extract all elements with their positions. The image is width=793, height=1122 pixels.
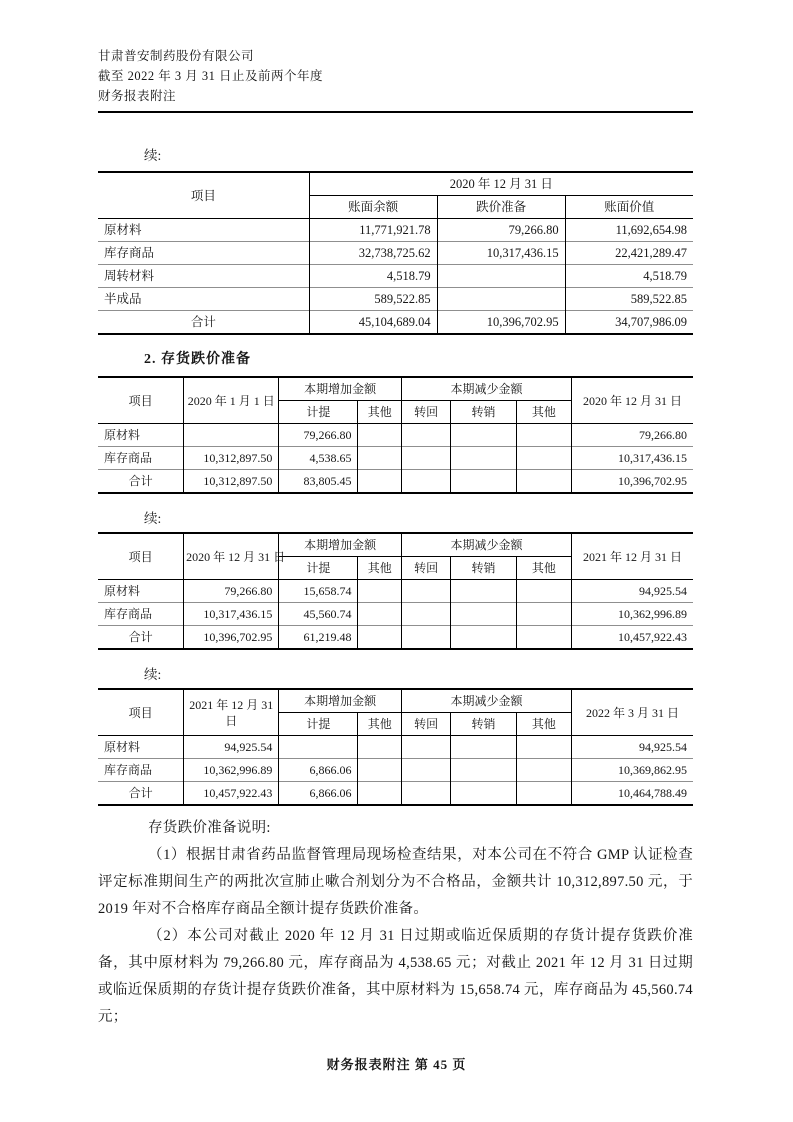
cell-value: 10,317,436.15 <box>572 447 693 470</box>
col-header-writeoff: 转销 <box>451 713 516 736</box>
table-row <box>98 447 693 470</box>
col-header-date: 2020 年 12 月 31 日 <box>309 172 693 196</box>
table-row <box>98 288 693 311</box>
cell-value: 11,692,654.98 <box>565 219 693 242</box>
row-label-total: 合计 <box>98 782 184 806</box>
row-label-total: 合计 <box>98 626 184 650</box>
row-label: 半成品 <box>98 288 309 311</box>
table-row <box>98 265 693 288</box>
table-header-row <box>98 689 693 713</box>
cell-value: 94,925.54 <box>184 736 279 759</box>
col-header-other-dec: 其他 <box>516 713 571 736</box>
col-header-balance: 账面余额 <box>309 196 437 219</box>
provision-table-2021 <box>98 532 693 650</box>
cell-value: 10,464,788.49 <box>572 782 693 806</box>
table-row <box>98 580 693 603</box>
continued-label-1: 续: <box>144 148 162 163</box>
cell-value: 589,522.85 <box>565 288 693 311</box>
cell-value <box>401 782 450 806</box>
col-header-increase: 本期增加金额 <box>279 533 402 557</box>
col-header-item: 项目 <box>128 705 153 720</box>
cell-value <box>516 424 571 447</box>
notes-intro: 存货跌价准备说明: <box>148 820 271 836</box>
table-total-row <box>98 782 693 806</box>
company-name: 甘肃普安制药股份有限公司 <box>98 49 255 63</box>
col-header-provision: 跌价准备 <box>437 196 565 219</box>
col-header-increase: 本期增加金额 <box>279 377 402 401</box>
cell-value: 10,317,436.15 <box>437 242 565 265</box>
provision-table-2020 <box>98 376 693 494</box>
cell-value <box>401 603 450 626</box>
cell-value <box>437 288 565 311</box>
cell-value <box>516 580 571 603</box>
col-header-opening: 2020 年 1 月 1 日 <box>184 377 279 424</box>
col-header-other-inc: 其他 <box>358 557 401 580</box>
page-header <box>98 46 693 113</box>
cell-value: 34,707,986.09 <box>565 311 693 335</box>
cell-value <box>451 759 516 782</box>
col-header-reversal: 转回 <box>401 557 450 580</box>
cell-value <box>184 424 279 447</box>
col-header-closing: 2022 年 3 月 31 日 <box>572 689 693 736</box>
row-label: 库存商品 <box>98 242 309 265</box>
row-label: 库存商品 <box>98 603 184 626</box>
cell-value <box>358 626 401 650</box>
cell-value: 10,369,862.95 <box>572 759 693 782</box>
cell-value: 4,518.79 <box>309 265 437 288</box>
table-row <box>98 736 693 759</box>
cell-value: 589,522.85 <box>309 288 437 311</box>
cell-value <box>451 447 516 470</box>
cell-value <box>401 736 450 759</box>
col-header-accrual: 计提 <box>279 557 358 580</box>
cell-value <box>358 447 401 470</box>
cell-value <box>451 603 516 626</box>
cell-value: 10,362,996.89 <box>572 603 693 626</box>
row-label-total: 合计 <box>98 470 184 494</box>
cell-value <box>401 470 450 494</box>
cell-value: 15,658.74 <box>279 580 358 603</box>
cell-value: 79,266.80 <box>437 219 565 242</box>
cell-value: 79,266.80 <box>184 580 279 603</box>
cell-value <box>516 447 571 470</box>
col-header-accrual: 计提 <box>279 713 358 736</box>
col-header-other-inc: 其他 <box>358 401 401 424</box>
inventory-table <box>98 171 693 335</box>
cell-value <box>358 470 401 494</box>
col-header-writeoff: 转销 <box>451 401 516 424</box>
table-header-row <box>98 533 693 557</box>
cell-value <box>451 470 516 494</box>
table-row <box>98 219 693 242</box>
cell-value: 10,317,436.15 <box>184 603 279 626</box>
cell-value <box>451 580 516 603</box>
table-row <box>98 424 693 447</box>
row-label: 原材料 <box>98 580 184 603</box>
cell-value: 79,266.80 <box>572 424 693 447</box>
col-header-decrease: 本期减少金额 <box>401 377 571 401</box>
col-header-accrual: 计提 <box>279 401 358 424</box>
col-header-writeoff: 转销 <box>451 557 516 580</box>
col-header-decrease: 本期减少金额 <box>401 689 571 713</box>
col-header-closing: 2020 年 12 月 31 日 <box>572 377 693 424</box>
table-total-row <box>98 470 693 494</box>
cell-value: 79,266.80 <box>279 424 358 447</box>
table-total-row <box>98 311 693 335</box>
col-header-decrease: 本期减少金额 <box>401 533 571 557</box>
table-total-row <box>98 626 693 650</box>
cell-value <box>451 626 516 650</box>
cell-value <box>401 759 450 782</box>
table-header-row <box>98 377 693 401</box>
doc-type-line: 财务报表附注 <box>98 89 177 103</box>
cell-value: 6,866.06 <box>279 782 358 806</box>
col-header-reversal: 转回 <box>401 401 450 424</box>
col-header-opening: 2021 年 12 月 31 日 <box>184 689 279 736</box>
row-label: 原材料 <box>98 219 309 242</box>
cell-value: 10,457,922.43 <box>572 626 693 650</box>
row-label: 库存商品 <box>98 447 184 470</box>
cell-value <box>451 782 516 806</box>
row-label: 原材料 <box>98 736 184 759</box>
col-header-other-dec: 其他 <box>516 557 571 580</box>
cell-value <box>516 626 571 650</box>
col-header-increase: 本期增加金额 <box>279 689 402 713</box>
section-title: 2. 存货跌价准备 <box>144 352 251 367</box>
cell-value: 10,396,702.95 <box>572 470 693 494</box>
cell-value <box>279 736 358 759</box>
cell-value: 10,362,996.89 <box>184 759 279 782</box>
col-header-closing: 2021 年 12 月 31 日 <box>572 533 693 580</box>
cell-value <box>451 736 516 759</box>
cell-value: 32,738,725.62 <box>309 242 437 265</box>
notes-section <box>98 815 693 1031</box>
cell-value: 11,771,921.78 <box>309 219 437 242</box>
cell-value: 10,312,897.50 <box>184 447 279 470</box>
table-row <box>98 242 693 265</box>
cell-value <box>437 265 565 288</box>
col-header-opening: 2020 年 12 月 31 日 <box>184 533 279 580</box>
period-line: 截至 2022 年 3 月 31 日止及前两个年度 <box>98 69 324 83</box>
cell-value: 6,866.06 <box>279 759 358 782</box>
cell-value: 94,925.54 <box>572 580 693 603</box>
cell-value <box>401 580 450 603</box>
cell-value: 10,396,702.95 <box>184 626 279 650</box>
cell-value: 10,312,897.50 <box>184 470 279 494</box>
cell-value: 22,421,289.47 <box>565 242 693 265</box>
cell-value <box>358 782 401 806</box>
table-row <box>98 603 693 626</box>
cell-value <box>516 736 571 759</box>
table-row <box>98 759 693 782</box>
cell-value <box>516 782 571 806</box>
continued-label-2: 续: <box>144 511 162 526</box>
cell-value <box>358 759 401 782</box>
table-header-row <box>98 172 693 196</box>
note-paragraph-2: （2）本公司对截止 2020 年 12 月 31 日过期或临近保质期的存货计提存货跌价准备，其中原材料为 79,266.80 元，库存商品为 4,538.65 元；对截止 2021 年 12 月 31 日过期或临近保质期的存货计提存货跌价准备，其中原材料为 15,658.74 元，库存商品为 45,560.74 元； <box>98 928 693 1025</box>
col-header-other-dec: 其他 <box>516 401 571 424</box>
cell-value <box>516 603 571 626</box>
col-header-reversal: 转回 <box>401 713 450 736</box>
cell-value: 4,538.65 <box>279 447 358 470</box>
row-label: 原材料 <box>98 424 184 447</box>
cell-value <box>516 470 571 494</box>
page-footer: 财务报表附注 第 45 页 <box>326 1057 467 1072</box>
cell-value: 10,457,922.43 <box>184 782 279 806</box>
cell-value <box>358 580 401 603</box>
cell-value: 45,560.74 <box>279 603 358 626</box>
col-header-other-inc: 其他 <box>358 713 401 736</box>
cell-value: 45,104,689.04 <box>309 311 437 335</box>
cell-value <box>401 447 450 470</box>
cell-value <box>401 424 450 447</box>
cell-value <box>358 424 401 447</box>
col-header-item: 项目 <box>190 188 216 203</box>
cell-value: 94,925.54 <box>572 736 693 759</box>
cell-value: 10,396,702.95 <box>437 311 565 335</box>
cell-value: 4,518.79 <box>565 265 693 288</box>
continued-label-3: 续: <box>144 667 162 682</box>
cell-value: 61,219.48 <box>279 626 358 650</box>
row-label: 库存商品 <box>98 759 184 782</box>
cell-value <box>516 759 571 782</box>
cell-value <box>451 424 516 447</box>
cell-value <box>358 603 401 626</box>
cell-value <box>401 626 450 650</box>
cell-value <box>358 736 401 759</box>
row-label-total: 合计 <box>98 311 309 335</box>
col-header-carrying-value: 账面价值 <box>565 196 693 219</box>
col-header-item: 项目 <box>128 549 153 564</box>
col-header-item: 项目 <box>128 393 153 408</box>
provision-table-2022q1 <box>98 688 693 806</box>
row-label: 周转材料 <box>98 265 309 288</box>
note-paragraph-1: （1）根据甘肃省药品监督管理局现场检查结果，对本公司在不符合 GMP 认证检查评定标准期间生产的两批次宣肺止嗽合剂划分为不合格品，金额共计 10,312,897.50 元，于 2019 年对不合格库存商品全额计提存货跌价准备。 <box>98 847 693 917</box>
cell-value: 83,805.45 <box>279 470 358 494</box>
